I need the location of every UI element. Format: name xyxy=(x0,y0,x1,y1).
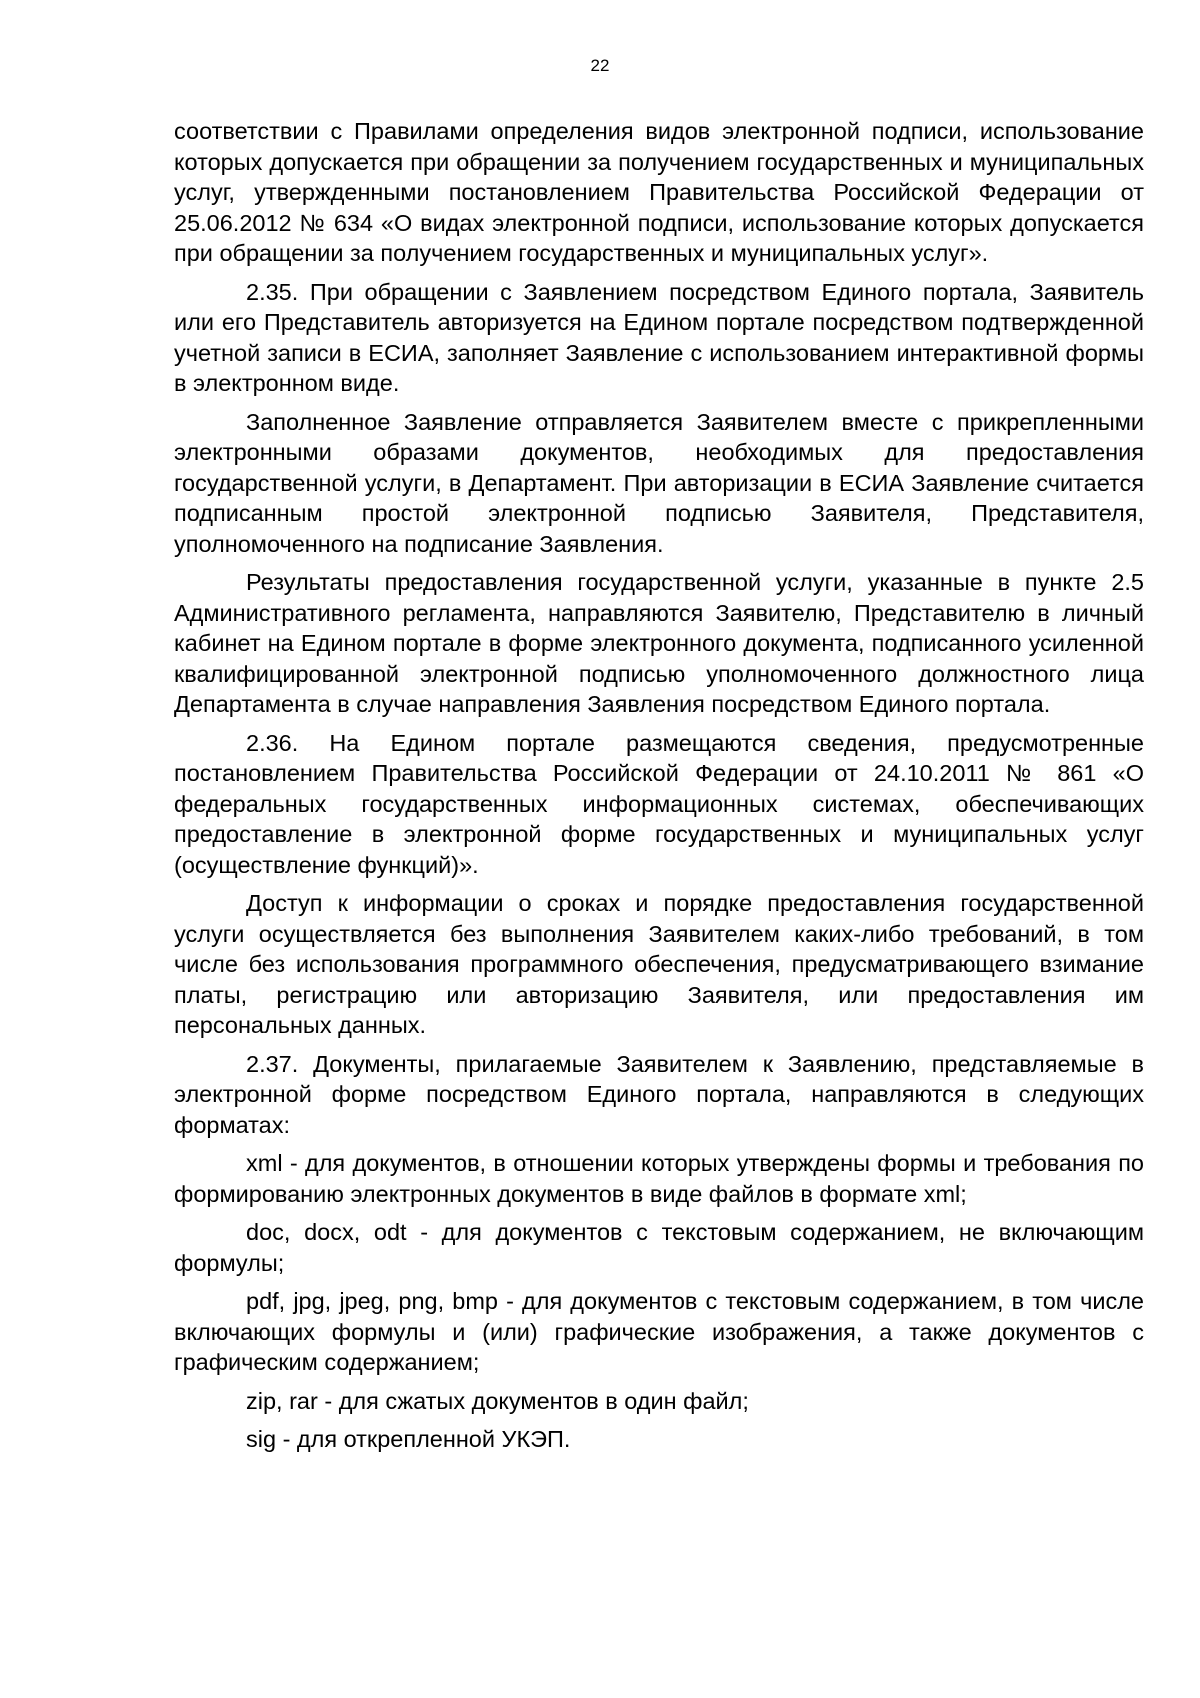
format-item-pdf: pdf, jpg, jpeg, png, bmp - для документов с текстовым содержанием, в том числе включающих формулы и (или) графические изображения, а также документов с графическим содержанием; xyxy=(174,1288,1144,1375)
format-item-sig: sig - для открепленной УКЭП. xyxy=(246,1426,571,1452)
format-item-xml: xml - для документов, в отношении которых утверждены формы и требования по формированию электронных документов в виде файлов в формате xml; xyxy=(174,1150,1144,1207)
paragraph-submission: Заполненное Заявление отправляется Заявителем вместе с прикрепленными электронными образами документов, необходимых для предоставления государственной услуги, в Департамент. При авторизации в ЕСИА Заявление считается подписанным простой электронной подписью Заявителя, Представителя, уполномоченного на подписание Заявления. xyxy=(174,408,1144,557)
paragraph-2-35: 2.35. При обращении с Заявлением посредством Единого портала, Заявитель или его Представитель авторизуется на Едином портале посредством подтвержденной учетной записи в ЕСИА, заполняет Заявление с использованием интерактивной формы в электронном виде. xyxy=(174,278,1144,396)
paragraph-continuation: соответствии с Правилами определения видов электронной подписи, использование которых допускается при обращении за получением государственных и муниципальных услуг, утвержденными постановлением Правительства Российской Федерации от 25.06.2012 № 634 «О видах электронной подписи, использование которых допускается при обращении за получением государственных и муниципальных услуг». xyxy=(174,118,1144,266)
page-number: 22 xyxy=(590,56,610,75)
paragraph-results: Результаты предоставления государственной услуги, указанные в пункте 2.5 Административного регламента, направляются Заявителю, Представителю в личный кабинет на Едином портале в форме электронного документа, подписанного усиленной квалифицированной электронной подписью уполномоченного должностного лица Департамента в случае направления Заявления посредством Единого портала. xyxy=(174,569,1144,717)
document-body xyxy=(174,116,1144,1463)
format-item-doc: doc, docx, odt - для документов с текстовым содержанием, не включающим формулы; xyxy=(174,1219,1144,1276)
paragraph-2-36: 2.36. На Едином портале размещаются сведения, предусмотренные постановлением Правительства Российской Федерации от 24.10.2011 № 861 «О федеральных государственных информационных системах, обеспечивающих предоставление в электронной форме государственных и муниципальных услуг (осуществление функций)». xyxy=(174,729,1144,878)
paragraph-access: Доступ к информации о сроках и порядке предоставления государственной услуги осуществляется без выполнения Заявителем каких-либо требований, в том числе без использования программного обеспечения, предусматривающего взимание платы, регистрацию или авторизацию Заявителя, или предоставления им персональных данных. xyxy=(174,890,1144,1038)
format-item-zip: zip, rar - для сжатых документов в один файл; xyxy=(246,1387,749,1414)
paragraph-2-37: 2.37. Документы, прилагаемые Заявителем к Заявлению, представляемые в электронной форме посредством Единого портала, направляются в следующих форматах: xyxy=(174,1050,1144,1138)
